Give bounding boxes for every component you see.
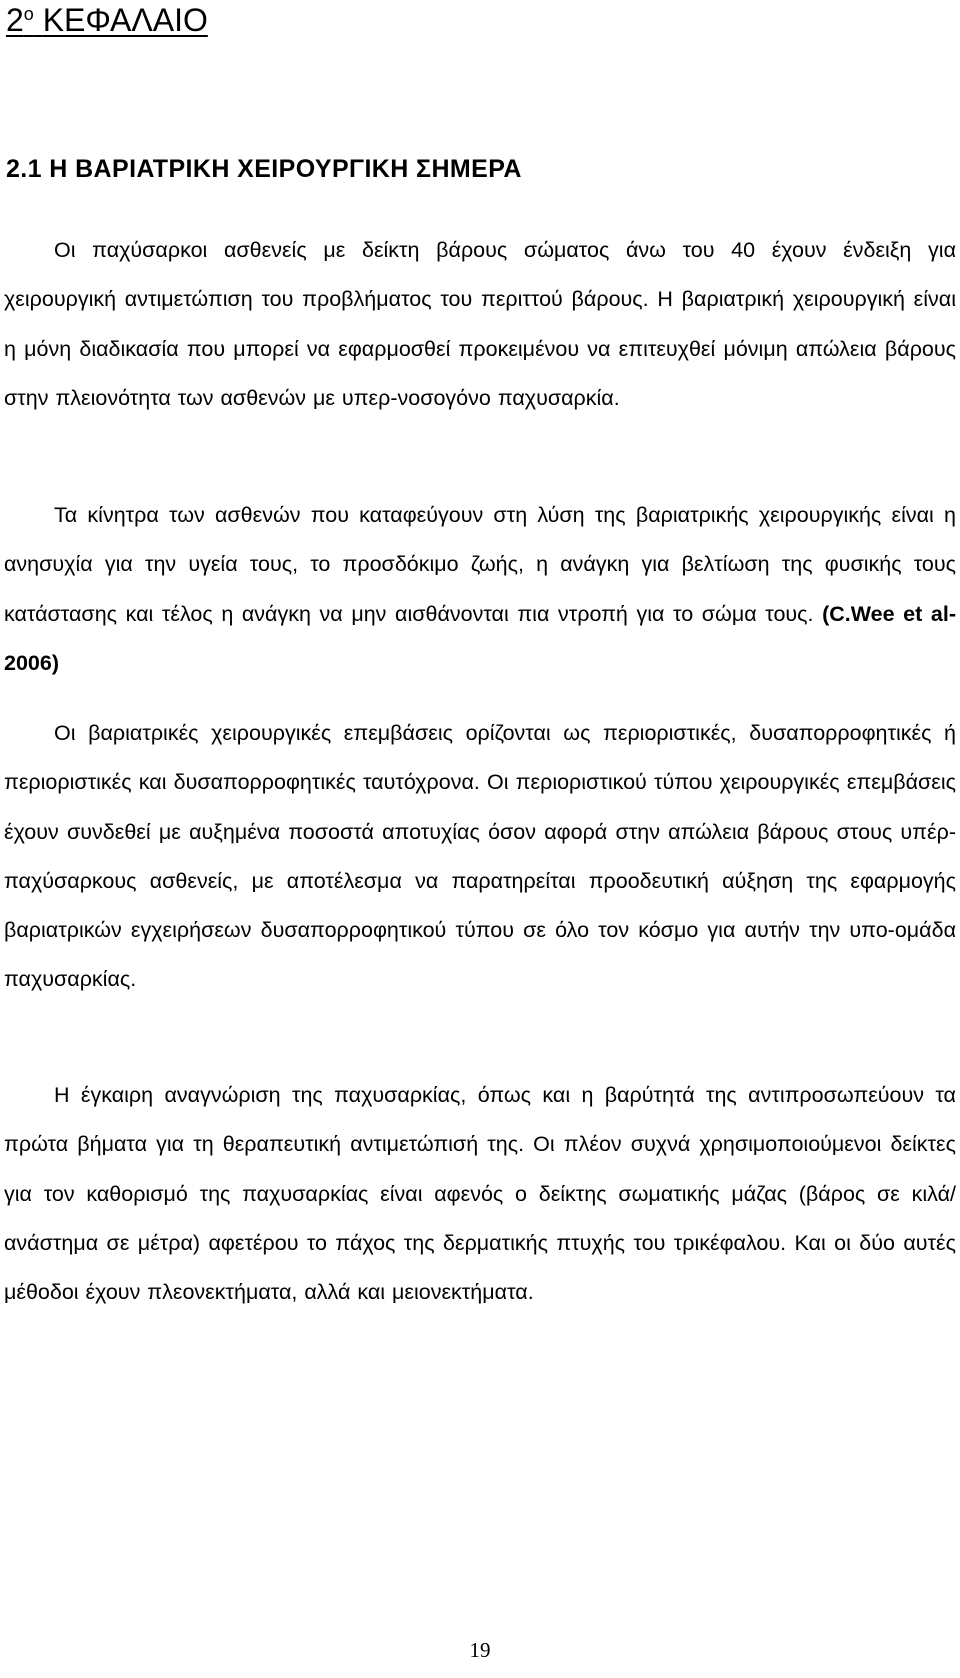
paragraph-indications: Οι παχύσαρκοι ασθενείς με δείκτη βάρους σώματος άνω του 40 έχουν ένδειξη για χειρουργική αντιμετώπιση του προβλήματος του περιττού βάρους. Η βαριατρική χειρουργική είναι η μόνη διαδικασία που μπορεί να εφαρμοσθεί προκειμένου να επιτευχθεί μόνιμη απώλεια βάρους στην πλειονότητα των ασθενών με υπερ-νοσογόνο παχυσαρκία. <box>4 238 956 410</box>
paragraph-procedure-types: Οι βαριατρικές χειρουργικές επεμβάσεις ορίζονται ως περιοριστικές, δυσαπορροφητικές ή περιοριστικές και δυσαπορροφητικές ταυτόχρονα. Οι περιοριστικού τύπου χειρουργικές επεμβάσεις έχουν συνδεθεί με αυξημένα ποσοστά αποτυχίας όσον αφορά στην απώλεια βάρους στους υπέρ-παχύσαρκους ασθενείς, με αποτέλεσμα να παρατηρείται προοδευτική αύξηση της εφαρμογής βαριατρικών εγχειρήσεων δυσαπορροφητικού τύπου σε όλο τον κόσμο για αυτήν την υπο-ομάδα παχυσαρκίας. <box>4 721 956 992</box>
chapter-number: 2 <box>6 2 24 38</box>
chapter-title <box>6 2 208 38</box>
citation: (C.Wee et al-2006) <box>4 601 956 675</box>
chapter-ordinal-superscript: ο <box>23 4 34 24</box>
paragraph-motivations-text: Τα κίνητρα των ασθενών που καταφεύγουν στη λύση της βαριατρικής χειρουργικής είναι η ανησυχία για την υγεία τους, το προσδόκιμο ζωής, η ανάγκη για βελτίωση της φυσικής τους κατάστασης και τέλος η ανάγκη να μην αισθάνονται πια ντροπή για το σώμα τους. <box>4 503 956 626</box>
document-page <box>4 0 956 1678</box>
paragraph-recognition: Η έγκαιρη αναγνώριση της παχυσαρκίας, όπως και η βαρύτητά της αντιπροσωπεύουν τα πρώτα βήματα για τη θεραπευτική αντιμετώπισή της. Οι πλέον συχνά χρησιμοποιούμενοι δείκτες για τον καθορισμό της παχυσαρκίας είναι αφενός ο δείκτης σωματικής μάζας (βάρος σε κιλά/ανάστημα σε μέτρα) αφετέρου το πάχος της δερματικής πτυχής του τρικέφαλου. Και οι δύο αυτές μέθοδοι έχουν πλεονεκτήματα, αλλά και μειονεκτήματα. <box>4 1083 956 1305</box>
chapter-label: ΚΕΦΑΛΑΙΟ <box>42 2 208 38</box>
section-title: 2.1 Η ΒΑΡΙΑΤΡΙΚΗ ΧΕΙΡΟΥΡΓΙΚΗ ΣΗΜΕΡΑ <box>6 155 522 183</box>
page-number: 19 <box>469 1638 491 1662</box>
paragraph-motivations <box>4 491 956 688</box>
